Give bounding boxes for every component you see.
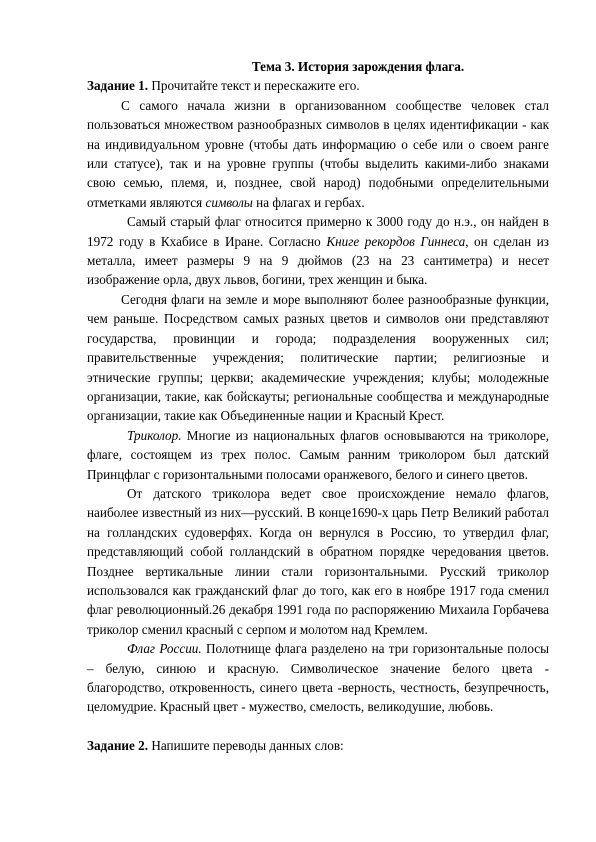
paragraph-2-text-b: , он сделан из металла, имеет размеры 9 на 9 дюймов (23 на 23 сантиметра) и несет изображение орла, двух львов, богини, трех женщин и быка. — [87, 233, 550, 288]
paragraph-1-text-b: на флагах и гербах. — [252, 194, 365, 210]
page-title: Тема 3. История зарождения флага. — [251, 59, 465, 74]
paragraph-4 — [87, 426, 549, 484]
paragraph-3: Сегодня флаги на земле и море выполняют более разнообразные функции, чем раньше. Посредством самых разных цветов и символов они представляют государства, провинции и города; подразделения вооруженных сил; правительственные учреждения; политические партии; религиозные и этнические группы; церкви; академические учреждения; клубы; молодежные организации, такие, как бойскауты; региональные сообщества и международные организации, такие как Объединенные нации и Красный Крест. — [87, 291, 549, 424]
paragraph-4-text: Многие из национальных флагов основываются на триколоре, флаге, состоящем из трех полос. Самым ранним триколором был датский Принцфлаг с горизонтальными полосами оранжевого, белого и синего цветов. — [87, 427, 549, 482]
paragraph-6-emphasis: Флаг России. — [127, 641, 202, 657]
task-2-label: Задание 2. — [87, 737, 149, 753]
paragraph-6 — [87, 639, 549, 717]
paragraph-2-text-a: Самый старый флаг относится примерно к 3000 году до н.э., он найден в 1972 году в Кхабисе в Иране. Согласно — [87, 214, 549, 249]
paragraph-6-text: Полотнище флага разделено на три горизонтальные полосы – белую, синюю и красную. Символическое значение белого цвета - благородство, откровенность, синего цвета -верность, честность, безупречность, целомудрие. Красный цвет - мужество, смелость, великодушие, любовь. — [87, 641, 550, 715]
task-1-text: Прочитайте текст и перескажите его. — [148, 78, 360, 94]
paragraph-5: От датского триколора ведет свое происхождение немало флагов, наиболее известный из них—русский. В конце1690-х царь Петр Великий работал на голландских судоверфях. Когда он вернулся в Россию, то утвердил флаг, представляющий собой голландский в обратном порядке чередования цветов. Позднее вертикальные линии стали горизонтальными. Русский триколор использовался как гражданский флаг до того, как его в ноябре 1917 года сменил флаг революционный.26 декабря 1991 года по распоряжению Михаила Горбачева триколор сменил красный с серпом и молотом над Кремлем. — [87, 485, 549, 637]
task-1 — [87, 76, 549, 95]
task-2 — [87, 736, 549, 755]
task-1-label: Задание 1. — [87, 78, 149, 94]
paragraph-2 — [87, 212, 549, 290]
paragraph-2-emphasis: Книге рекордов Гиннеса — [326, 233, 466, 249]
task-2-text: Напишите переводы данных слов: — [148, 737, 344, 753]
paragraph-1 — [87, 96, 549, 212]
paragraph-1-emphasis: символы — [205, 194, 253, 210]
paragraph-1-text-a: С самого начала жизни в организованном сообществе человек стал пользоваться множеством разнообразных символов в целях идентификации - как на индивидуальном уровне (чтобы дать информацию о себе или о своем ранге или статусе), так и на уровне группы (чтобы выделить какими-либо знаками свою семью, племя, и, позднее, свой народ) подобными определительными отметками являются — [87, 97, 549, 210]
spacer — [87, 717, 549, 736]
paragraph-4-emphasis: Триколор. — [127, 427, 182, 443]
